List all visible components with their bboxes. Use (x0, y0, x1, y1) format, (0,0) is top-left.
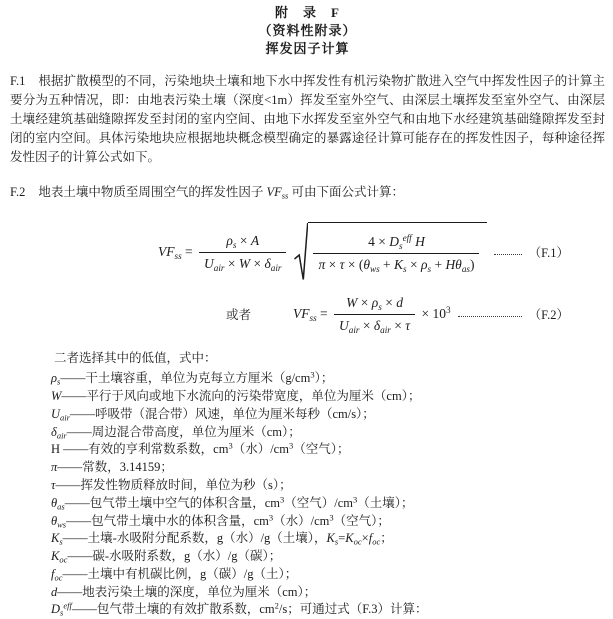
paragraph-f1 (10, 72, 605, 167)
appendix-heading: 挥发因子计算 (265, 41, 350, 56)
text-segment: ）； (314, 371, 334, 386)
text-segment: ws (57, 519, 67, 530)
text-segment: W (51, 388, 62, 403)
text-segment: 地表土壤中物质至周围空气的挥发性因子 (38, 185, 267, 199)
text-segment: f (51, 566, 55, 581)
text-segment: s (378, 301, 382, 312)
text-segment: ——平行于风向或地下水流向的污染带宽度，单位为厘米（cm）； (61, 388, 421, 403)
text-segment: （水）/cm (232, 442, 289, 457)
text-segment: ——呼吸带（混合带）风速，单位为厘米每秒（cm/s）； (69, 406, 375, 421)
definition-item (51, 584, 605, 602)
text-segment: （空气）/cm (284, 495, 353, 510)
appendix-title: 附 录 F (275, 5, 340, 20)
text-segment: δ (51, 424, 57, 439)
text-segment: ——挥发性物质释放时间，单位为秒（s）； (55, 477, 292, 492)
text-segment: ss (281, 190, 289, 201)
text-segment: × (390, 317, 406, 333)
text-segment: s (427, 263, 432, 274)
definition-item (51, 459, 605, 477)
definition-item (51, 495, 605, 513)
paragraph-f2-text (38, 185, 404, 199)
formula-f1-sqrt (294, 222, 487, 282)
text-segment: VF (158, 244, 175, 259)
text-segment: 3 (329, 511, 334, 522)
text-segment: ； (380, 531, 393, 546)
text-segment: 3 (288, 440, 294, 451)
text-segment: as (461, 263, 470, 274)
definition-item (51, 406, 605, 424)
text-segment: 3 (310, 369, 315, 380)
fraction-numerator (221, 230, 264, 252)
text-segment: 可由下面公式计算： (288, 185, 405, 199)
text-segment: oc (353, 537, 362, 548)
text-segment: ρ (371, 295, 379, 310)
fraction-denominator (334, 314, 415, 337)
text-segment: A (250, 232, 260, 248)
text-segment: × (250, 255, 265, 271)
text-segment: τ (405, 317, 411, 333)
clause-label-f2: F.2 (10, 185, 26, 199)
text-segment: air (56, 430, 67, 441)
text-segment: as (57, 501, 65, 512)
definition-item (51, 513, 605, 531)
text-segment: ——干土壤容重，单位为克每立方厘米（g/cm (60, 371, 311, 386)
sqrt-radicand (308, 222, 487, 282)
text-segment: D (51, 602, 61, 617)
text-segment: ss (174, 250, 182, 261)
text-segment: U (204, 255, 214, 271)
text-segment: δ (373, 317, 381, 333)
text-segment: f (368, 531, 373, 546)
fraction-denominator (199, 252, 286, 275)
text-segment: s (232, 239, 237, 250)
text-segment: × (224, 255, 239, 271)
text-segment: ——包气带土壤中空气的体积含量，cm (64, 495, 280, 510)
text-segment: = (181, 244, 197, 259)
text-segment: 3 (445, 305, 451, 316)
text-segment: Hθ (445, 256, 462, 272)
text-segment: U (51, 406, 61, 421)
formula-f1-lhs (158, 244, 196, 260)
text-segment: （水）/cm (273, 513, 330, 528)
text-segment: s (60, 608, 64, 619)
text-segment: （空气）； (293, 442, 350, 457)
text-segment: × (381, 295, 397, 310)
formula-note: 二者选择其中的低值，式中： (54, 351, 217, 366)
formula-f2-fraction (334, 292, 415, 336)
text-segment: + (431, 256, 446, 272)
dot-leader (458, 316, 522, 317)
text-segment: d (396, 295, 403, 310)
text-segment: ——包气带土壤的有效扩散系数，cm (71, 602, 275, 617)
text-segment: 3 (279, 494, 285, 505)
text-segment: air (60, 412, 70, 423)
text-segment: × (359, 317, 374, 333)
text-segment: air (213, 262, 225, 273)
dot-leader (494, 254, 521, 255)
text-segment: H (411, 233, 425, 249)
text-segment: s (57, 376, 61, 387)
text-segment: 2 (274, 600, 279, 611)
text-segment: H ——有效的亨利常数系数，cm (51, 442, 229, 457)
sqrt-fraction (313, 231, 479, 275)
text-segment: × (406, 256, 421, 272)
text-segment: （土壤）； (357, 495, 414, 510)
text-segment: D (389, 233, 399, 249)
text-segment: s (403, 263, 407, 274)
paragraph-f1-text: 根据扩散模型的不同，污染地块土壤和地下水中挥发性有机污染物扩散进入空气中挥发性因子的计算主要分为五种情况，即：由地表污染土壤（深度<1m）挥发至室外空气、由深层土壤挥发至室外空气、由深层土壤经建筑基础缝隙挥发至封闭的室内空间、由地下水挥发至室外空气和由地下水经建筑基础缝隙挥发至封闭的室内空间。具体污染地块应根据地块概念模型确定的暴露途径计算可能存在的挥发性因子，每种途径挥发性因子的计算公式如下。 (10, 74, 605, 164)
text-segment: W (238, 255, 251, 271)
text-segment: U (339, 317, 349, 333)
appendix-subtitle: （资料性附录） (258, 23, 357, 38)
text-segment: × (357, 295, 372, 310)
sqrt-denominator (313, 253, 479, 276)
text-segment: ——常数，3.14159； (57, 460, 173, 475)
text-segment: K (51, 549, 60, 564)
formula-f1-fraction (199, 230, 286, 274)
text-segment: τ (339, 256, 345, 272)
text-segment: τ (51, 477, 56, 492)
definition-item (51, 441, 605, 459)
document-title-block (10, 4, 605, 58)
text-segment: oc (372, 537, 381, 548)
text-segment: VF (266, 185, 282, 199)
text-segment: oc (59, 554, 68, 565)
text-segment: × (325, 256, 340, 272)
text-segment: + (379, 256, 395, 272)
text-segment: θ (51, 513, 58, 528)
text-segment: π (51, 460, 58, 475)
paragraph-f2 (10, 183, 605, 202)
text-segment: oc (54, 572, 63, 583)
definition-item (51, 566, 605, 584)
text-segment: ——碳-水吸附系数，g（水）/g（碳）； (67, 549, 282, 564)
clause-label-f1: F.1 (10, 74, 26, 88)
definition-item (51, 477, 605, 495)
text-segment: ρ (421, 256, 428, 272)
text-segment: 4 × (368, 233, 390, 249)
definition-item (51, 388, 605, 406)
text-segment: = (316, 306, 332, 322)
text-segment: × 10 (418, 306, 446, 322)
text-segment: 3 (228, 440, 233, 451)
text-segment: π (318, 256, 326, 272)
text-segment: VF (293, 306, 310, 322)
text-segment: × (361, 531, 369, 546)
text-segment: s (334, 537, 339, 548)
text-segment: × ( (344, 256, 364, 272)
text-segment: θ (363, 256, 370, 272)
text-segment: K (394, 256, 404, 272)
definition-item (51, 370, 605, 388)
text-segment: eff (63, 600, 72, 611)
text-segment: K (345, 531, 354, 546)
text-segment: （空气）； (333, 513, 390, 528)
text-segment: eff (402, 232, 412, 243)
formula-f2-multiplier (418, 306, 450, 322)
fraction-numerator (341, 292, 408, 314)
text-segment: 3 (268, 511, 274, 522)
text-segment: W (346, 295, 358, 310)
text-segment: θ (51, 495, 58, 510)
formula-f2-lhs (293, 306, 331, 322)
formula-f1 (10, 222, 605, 282)
text-segment: 3 (352, 494, 358, 505)
text-segment: air (380, 324, 391, 335)
text-segment: s (59, 537, 63, 548)
definitions-list (51, 370, 605, 619)
formula-f2-prefix: 或者 (226, 308, 252, 323)
definition-item (51, 424, 605, 442)
formula-f2-tag: （F.2） (528, 308, 569, 323)
sqrt-numerator (363, 231, 430, 253)
text-segment: ws (369, 263, 380, 274)
text-segment: ρ (51, 371, 57, 386)
text-segment: ——土壤中有机碳比例，g（碳）/g（土）； (62, 566, 298, 581)
text-segment: ——地表污染土壤的深度，单位为厘米（cm）； (57, 584, 317, 599)
text-segment: = (338, 531, 346, 546)
text-segment: ——周边混合带高度，单位为厘米（cm）； (66, 424, 301, 439)
text-segment: d (51, 584, 58, 599)
formula-f2 (10, 292, 605, 336)
text-segment: ss (309, 313, 317, 323)
text-segment: × (236, 232, 251, 248)
definition-item (51, 548, 605, 566)
definition-item (51, 530, 605, 548)
formula-f1-tag: （F.1） (528, 246, 569, 260)
text-segment: ——包气带土壤中水的体积含量，cm (66, 513, 269, 528)
definition-item (51, 601, 605, 619)
text-segment: ρ (226, 232, 233, 248)
sqrt-radical-sign (294, 222, 308, 282)
text-segment: δ (264, 255, 271, 271)
text-segment: /s；可通过式（F.3）计算： (278, 602, 428, 617)
text-segment: ) (469, 256, 475, 272)
text-segment: s (398, 240, 403, 251)
text-segment: ——土壤-水吸附分配系数，g（水）/g（土壤）， (62, 531, 327, 546)
text-segment: air (270, 262, 282, 273)
text-segment: K (326, 531, 335, 546)
text-segment: air (348, 324, 360, 335)
text-segment: K (51, 531, 60, 546)
